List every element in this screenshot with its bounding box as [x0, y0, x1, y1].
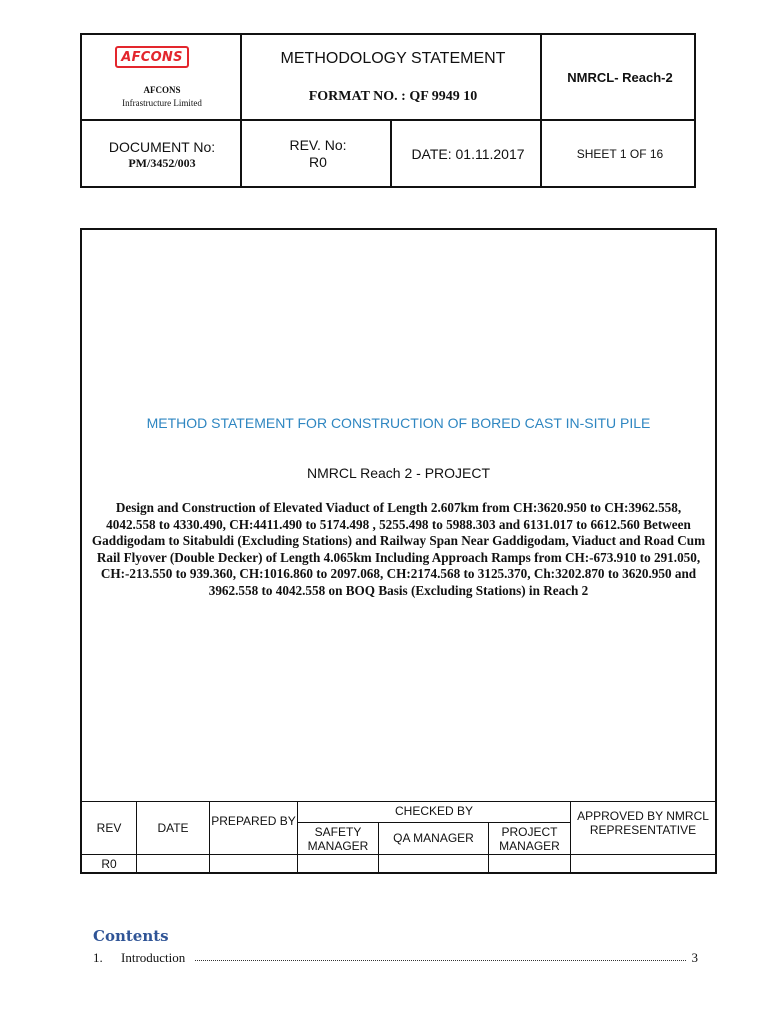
- revision-number: R0: [309, 154, 327, 170]
- prepared-by-header: PREPARED BY: [211, 814, 296, 828]
- project-name: NMRCL- Reach-2: [567, 70, 673, 85]
- method-statement-title: METHOD STATEMENT FOR CONSTRUCTION OF BORED CAST IN-SITU PILE: [146, 415, 651, 431]
- format-number: FORMAT NO. : QF 9949 10: [308, 89, 478, 104]
- project-line: NMRCL Reach 2 - PROJECT: [306, 465, 491, 481]
- toc-item-number: 1.: [93, 950, 103, 965]
- signature-table: [82, 801, 715, 872]
- contents-heading: Contents: [93, 927, 169, 945]
- toc-item[interactable]: [93, 950, 698, 966]
- toc-item-label[interactable]: Introduction: [121, 950, 186, 965]
- signature-row-rev: R0: [101, 857, 117, 871]
- document-title: METHODOLOGY STATEMENT: [280, 50, 506, 67]
- logo-wordmark: AFCONS: [121, 49, 183, 65]
- toc-item-page: 3: [691, 950, 698, 965]
- date-header: DATE: [157, 821, 189, 835]
- approved-by-header: APPROVED BY NMRCL REPRESENTATIVE: [577, 809, 709, 837]
- cover-box: [80, 228, 717, 874]
- header-table: [80, 33, 696, 188]
- document-number-label: DOCUMENT No:: [108, 139, 216, 155]
- project-manager-header: PROJECT MANAGER: [499, 825, 560, 853]
- checked-by-header: CHECKED BY: [394, 804, 474, 818]
- project-description: Design and Construction of Elevated Viaduct of Length 2.607km from CH:3620.950 to CH:3962.558, 4042.558 to 4330.490, CH:4411.490 to 5174.498 , 5255.498 to 5988.303 and 6131.017 to 6612.560 Between Gaddigodam to Sitabuldi (Excluding Stations) and Railway Span Near Gaddigodam, Viaduct and Road Cum Rail Flyover (Double Decker) of Length 4.065km Including Approach Ramps from CH:-673.910 to 291.050, CH:-213.550 to 939.360, CH:1016.860 to 2097.068, CH:2174.568 to 3125.370, Ch:3202.870 to 3620.950 and 3962.558 to 4042.558 on BOQ Basis (Excluding Stations) in Reach 2: [91, 500, 706, 598]
- company-name: AFCONS: [143, 85, 181, 95]
- safety-manager-header: SAFETY MANAGER: [307, 825, 369, 853]
- toc-leader-dots: [195, 960, 686, 961]
- qa-manager-header: QA MANAGER: [393, 831, 474, 845]
- document-number: PM/3452/003: [128, 156, 196, 170]
- rev-header: REV: [96, 821, 122, 835]
- document-date: DATE: 01.11.2017: [411, 146, 525, 162]
- company-subtitle: Infrastructure Limited: [122, 98, 202, 108]
- revision-label: REV. No:: [289, 137, 347, 153]
- sheet-number: SHEET 1 OF 16: [576, 147, 664, 161]
